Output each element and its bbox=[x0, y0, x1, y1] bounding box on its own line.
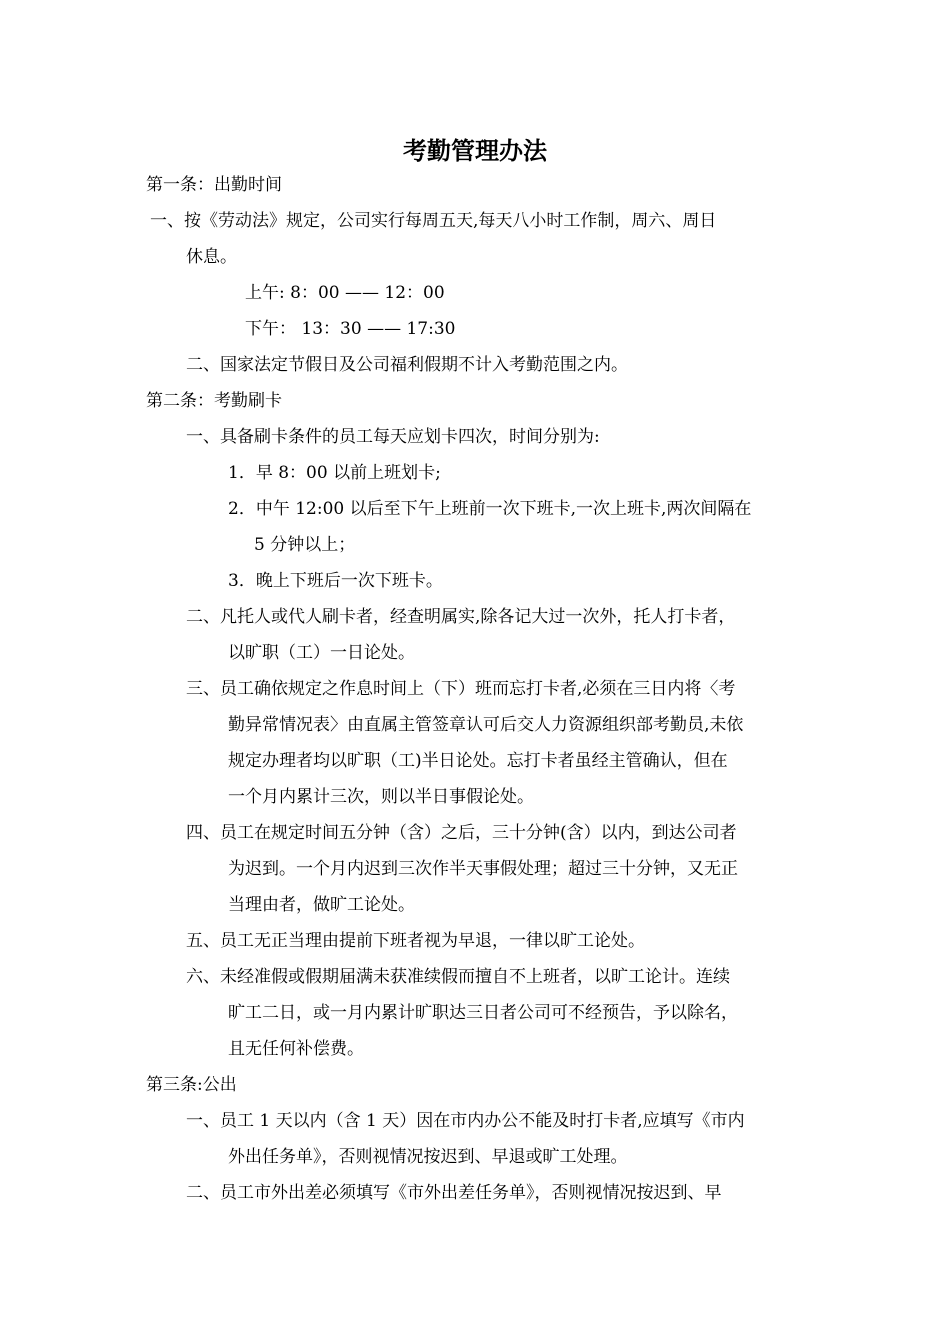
paragraph-line: 旷工二日，或一月内累计旷职达三日者公司可不经预告，予以除名， bbox=[228, 1003, 738, 1023]
section-heading-1: 第一条：出勤时间 bbox=[146, 175, 282, 195]
list-item-continuation: 5 分钟以上； bbox=[254, 535, 356, 555]
section-heading-2: 第二条：考勤刷卡 bbox=[146, 391, 282, 411]
paragraph-line: 且无任何补偿费。 bbox=[228, 1039, 364, 1059]
paragraph-line: 一个月内累计三次，则以半日事假论处。 bbox=[228, 787, 534, 807]
document-title: 考勤管理办法 bbox=[403, 136, 547, 165]
paragraph-line: 外出任务单》，否则视情况按迟到、早退或旷工处理。 bbox=[228, 1147, 628, 1167]
list-item: 1．早 8：00 以前上班划卡; bbox=[228, 463, 441, 483]
paragraph-line: 休息。 bbox=[186, 247, 237, 267]
paragraph-line: 三、员工确依规定之作息时间上（下）班而忘打卡者,必须在三日内将〈考 bbox=[186, 679, 736, 699]
schedule-afternoon: 下午： 13：30 —— 17:30 bbox=[245, 319, 456, 339]
paragraph-line: 四、员工在规定时间五分钟（含）之后，三十分钟(含）以内，到达公司者 bbox=[186, 823, 737, 843]
paragraph-line: 勤异常情况表〉由直属主管签章认可后交人力资源组织部考勤员,未依 bbox=[228, 715, 744, 735]
paragraph-line: 规定办理者均以旷职（工)半日论处。忘打卡者虽经主管确认，但在 bbox=[228, 751, 728, 771]
list-item: 3．晚上下班后一次下班卡。 bbox=[228, 571, 443, 591]
paragraph-line: 为迟到。一个月内迟到三次作半天事假处理；超过三十分钟，又无正 bbox=[228, 859, 738, 879]
paragraph-line: 一、按《劳动法》规定，公司实行每周五天,每天八小时工作制，周六、周日 bbox=[150, 211, 717, 231]
paragraph-line: 二、凡托人或代人刷卡者，经查明属实,除各记大过一次外，托人打卡者， bbox=[186, 607, 736, 627]
paragraph-line: 一、员工 1 天以内（含 1 天）因在市内办公不能及时打卡者,应填写《市内 bbox=[186, 1111, 745, 1131]
list-item: 2．中午 12:00 以后至下午上班前一次下班卡,一次上班卡,两次间隔在 bbox=[228, 499, 752, 519]
section-heading-3: 第三条:公出 bbox=[146, 1075, 237, 1095]
paragraph-line: 当理由者，做旷工论处。 bbox=[228, 895, 415, 915]
paragraph-line: 二、国家法定节假日及公司福利假期不计入考勤范围之内。 bbox=[186, 355, 628, 375]
paragraph-line: 二、员工市外出差必须填写《市外出差任务单》，否则视情况按迟到、早 bbox=[186, 1183, 722, 1203]
paragraph-line: 以旷职（工）一日论处。 bbox=[228, 643, 415, 663]
paragraph-line: 五、员工无正当理由提前下班者视为早退，一律以旷工论处。 bbox=[186, 931, 645, 951]
schedule-morning: 上午: 8：00 —— 12：00 bbox=[245, 283, 445, 303]
paragraph-line: 六、未经准假或假期届满未获准续假而擅自不上班者，以旷工论计。连续 bbox=[186, 967, 730, 987]
paragraph-line: 一、具备刷卡条件的员工每天应划卡四次，时间分别为: bbox=[186, 427, 600, 447]
